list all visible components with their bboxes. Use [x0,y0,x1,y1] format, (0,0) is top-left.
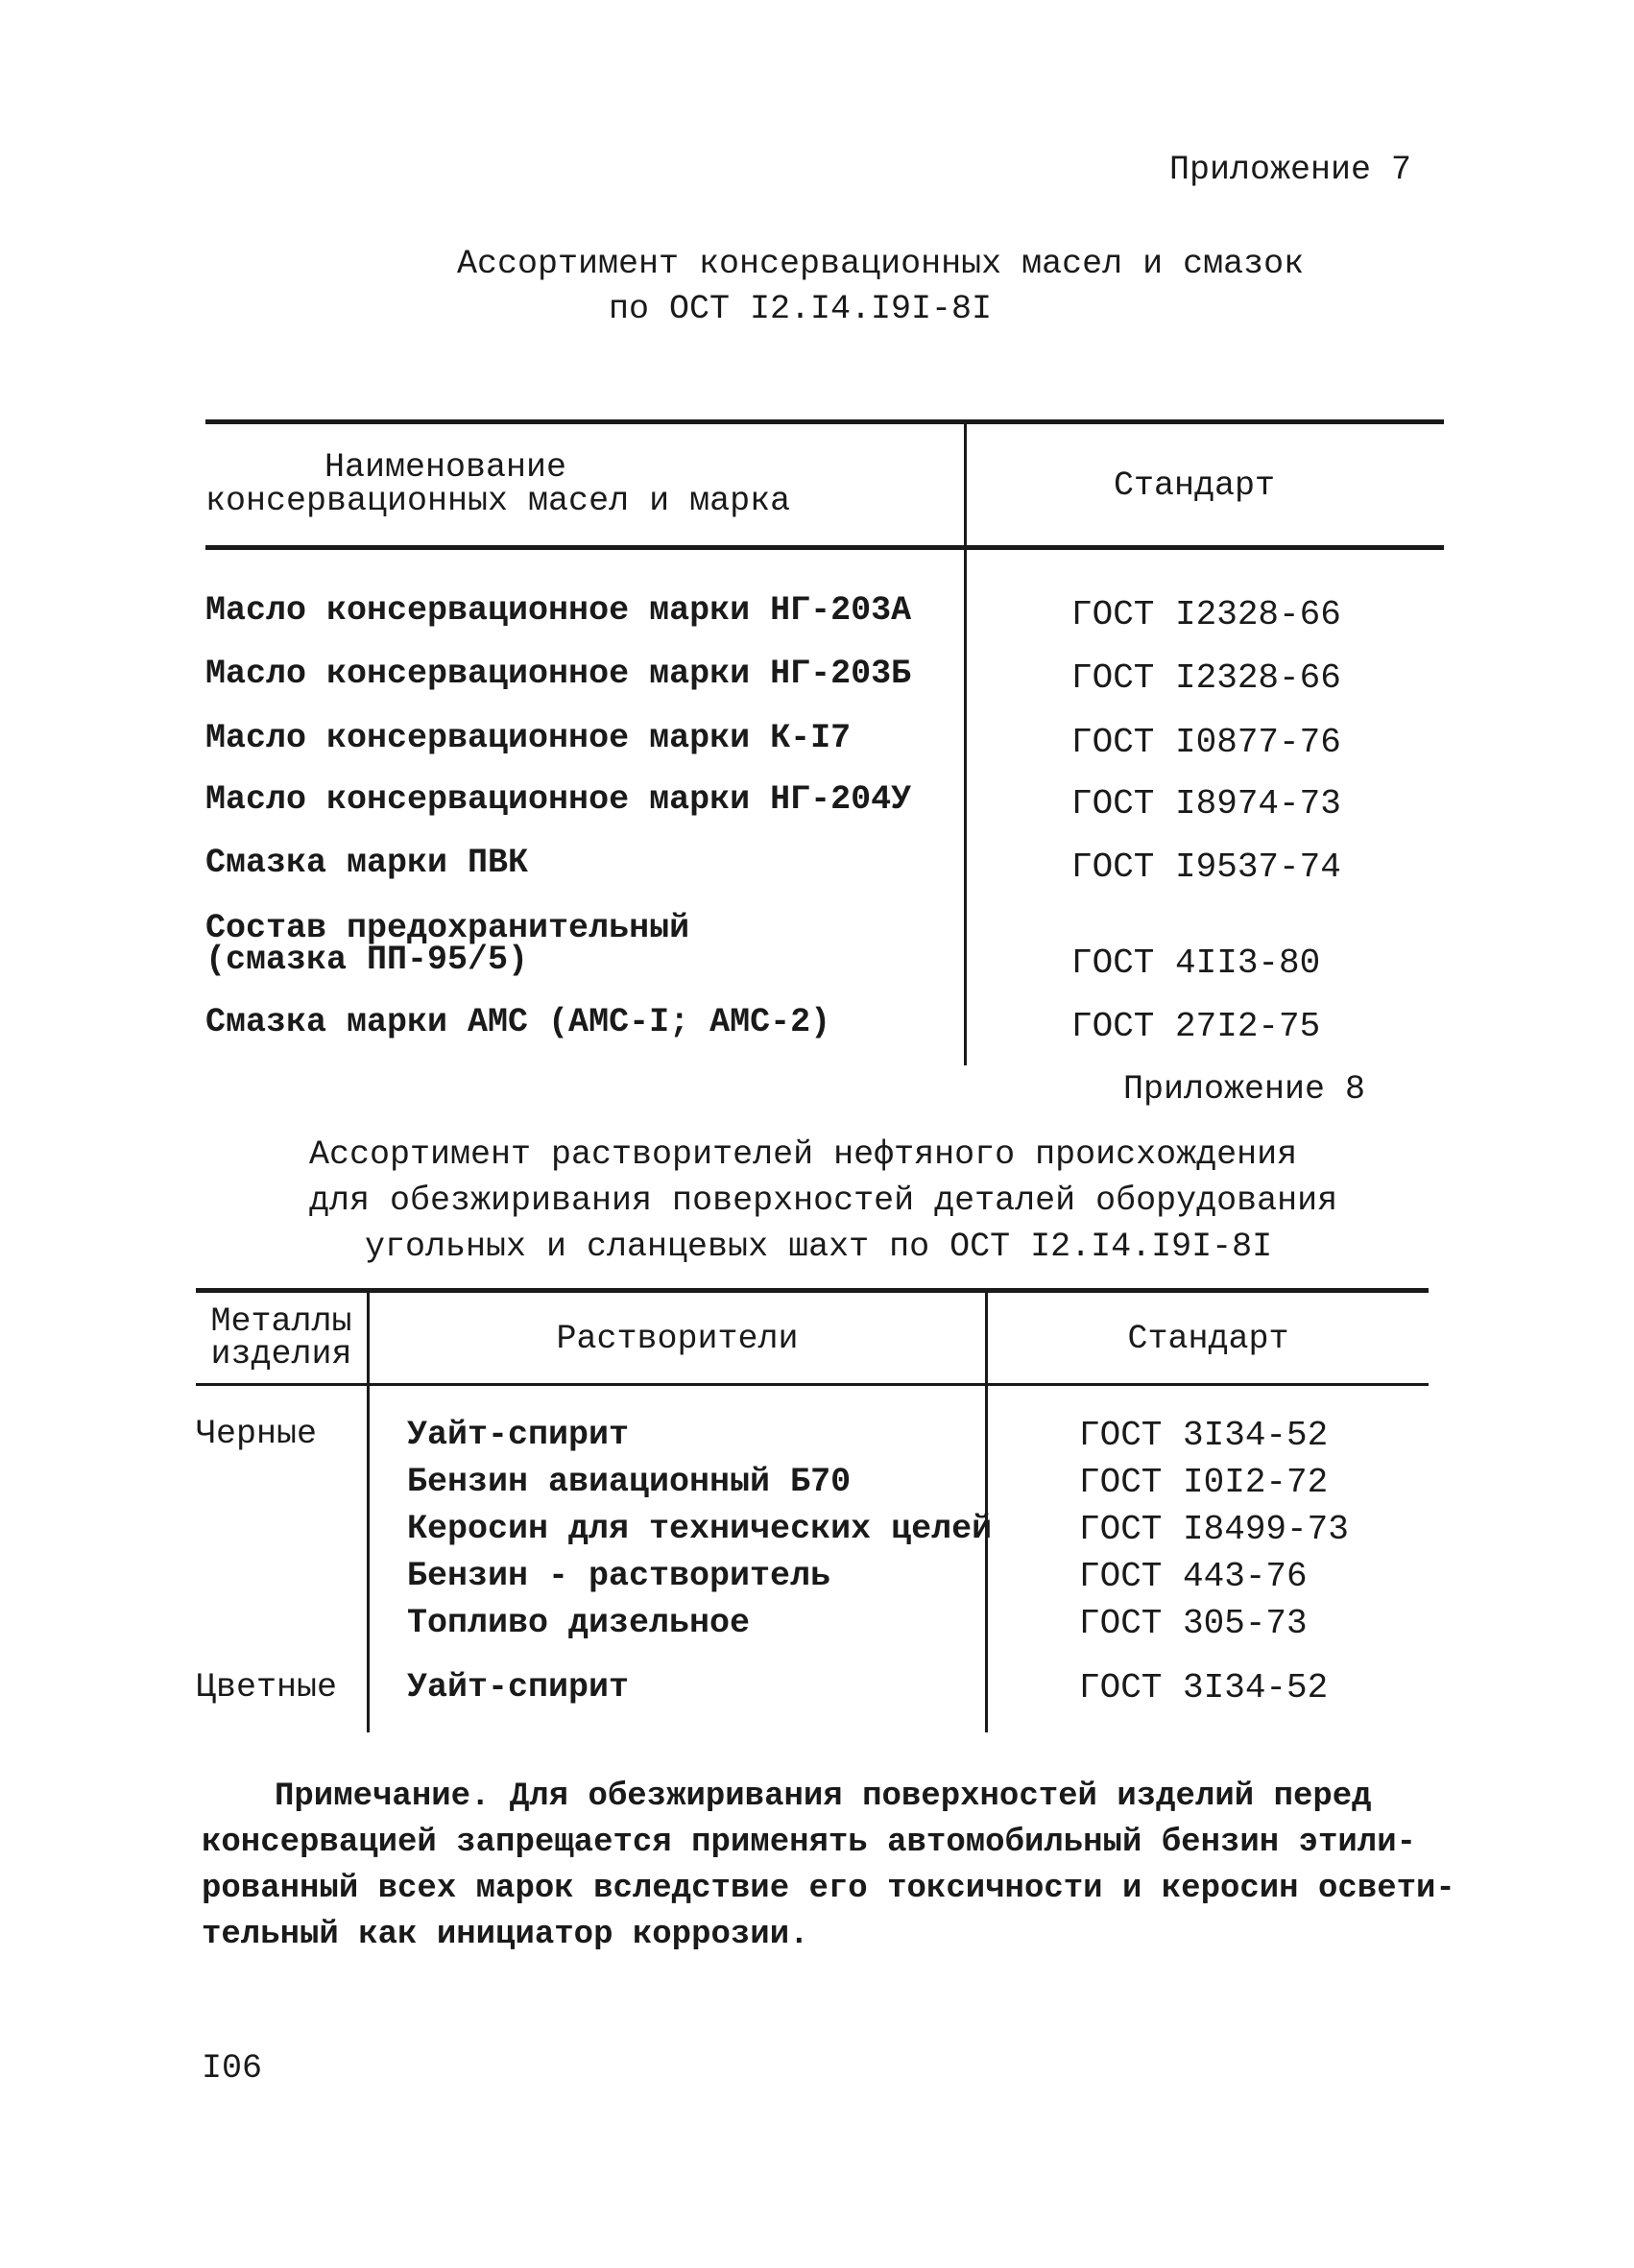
page-number: I06 [202,2049,263,2088]
note-line4: тельный как инициатор коррозии. [202,1917,809,1953]
appendix8-title-line3: угольных и сланцевых шахт по ОСТ I2.I4.I9I-8I [365,1228,1273,1266]
table8-standard: ГОСТ 305-73 [1079,1604,1308,1643]
table8-header-metal-line1: Металлы [210,1302,352,1341]
table8-solvent: Топливо дизельное [407,1604,751,1642]
table7-row-name-line1: Состав предохранительный [205,909,690,947]
appendix8-label: Приложение 8 [1123,1070,1366,1109]
table8-standard: ГОСТ 3I34-52 [1079,1668,1329,1707]
table7-header-rule [205,545,1444,550]
table8-standard: ГОСТ 3I34-52 [1079,1416,1329,1455]
table8-metal-cell: Черные [196,1415,318,1453]
note-line2: консервацией запрещается применять автомобильный бензин этили- [202,1825,1417,1861]
table7-top-rule [205,419,1444,424]
table7-row-standard: ГОСТ I8974-73 [1071,784,1341,824]
table7-row-standard: ГОСТ I2328-66 [1071,595,1341,634]
table8-header-solvents: Растворители [556,1320,799,1358]
table8-solvent: Бензин - растворитель [407,1557,831,1595]
table7-row-standard: ГОСТ I0877-76 [1071,723,1341,762]
note-line3: рованный всех марок вследствие его токсичности и керосин освети- [202,1871,1455,1907]
table7-row-name: Смазка марки ПВК [205,844,529,882]
table7-header-name-line2: консервационных масел и марка [205,482,791,520]
appendix8-title-line1: Ассортимент растворителей нефтяного происхождения [309,1135,1298,1174]
table7-row-standard: ГОСТ 4II3-80 [1071,943,1321,983]
table8-top-rule [196,1288,1429,1293]
table7-row-standard: ГОСТ 27I2-75 [1071,1007,1321,1046]
table7-row-name: Масло консервационное марки К-I7 [205,719,852,757]
table8-header-rule [196,1383,1429,1386]
table7-row-name-line2: (смазка ПП-95/5) [205,941,529,979]
table8-metal-cell: Цветные [196,1668,338,1707]
table8-standard: ГОСТ I0I2-72 [1079,1463,1329,1502]
table8-header-standard: Стандарт [1127,1320,1289,1358]
appendix8-title-line2: для обезжиривания поверхностей деталей оборудования [309,1182,1338,1220]
appendix7-title-line2: по ОСТ I2.I4.I9I-8I [609,290,993,328]
table7-row-name: Масло консервационное марки НГ-203А [205,591,912,630]
table7-header-standard: Стандарт [1114,466,1276,505]
table7-row-name: Масло консервационное марки НГ-204У [205,780,912,819]
table8-solvent: Керосин для технических целей [407,1510,993,1548]
table8-solvent: Уайт-спирит [407,1668,630,1707]
note-line1: Примечание. Для обезжиривания поверхностей изделий перед [275,1779,1372,1815]
table7-row-name: Масло консервационное марки НГ-203Б [205,655,912,693]
table8-column-divider-1 [367,1291,370,1732]
table8-standard: ГОСТ 443-76 [1079,1557,1308,1596]
table8-standard: ГОСТ I8499-73 [1079,1510,1349,1549]
table7-column-divider [964,422,967,1065]
table7-row-standard: ГОСТ I9537-74 [1071,848,1341,887]
appendix7-label: Приложение 7 [1169,151,1412,189]
table7-row-name: Смазка марки АМС (АМС-I; АМС-2) [205,1003,831,1041]
table8-solvent: Уайт-спирит [407,1416,630,1454]
table8-solvent: Бензин авиационный Б70 [407,1463,852,1501]
table7-row-standard: ГОСТ I2328-66 [1071,658,1341,698]
table8-header-metal-line2: изделия [210,1335,352,1373]
appendix7-title-line1: Ассортимент консервационных масел и смазок [457,245,1305,283]
table7-header-name-line1: Наименование [324,448,567,487]
